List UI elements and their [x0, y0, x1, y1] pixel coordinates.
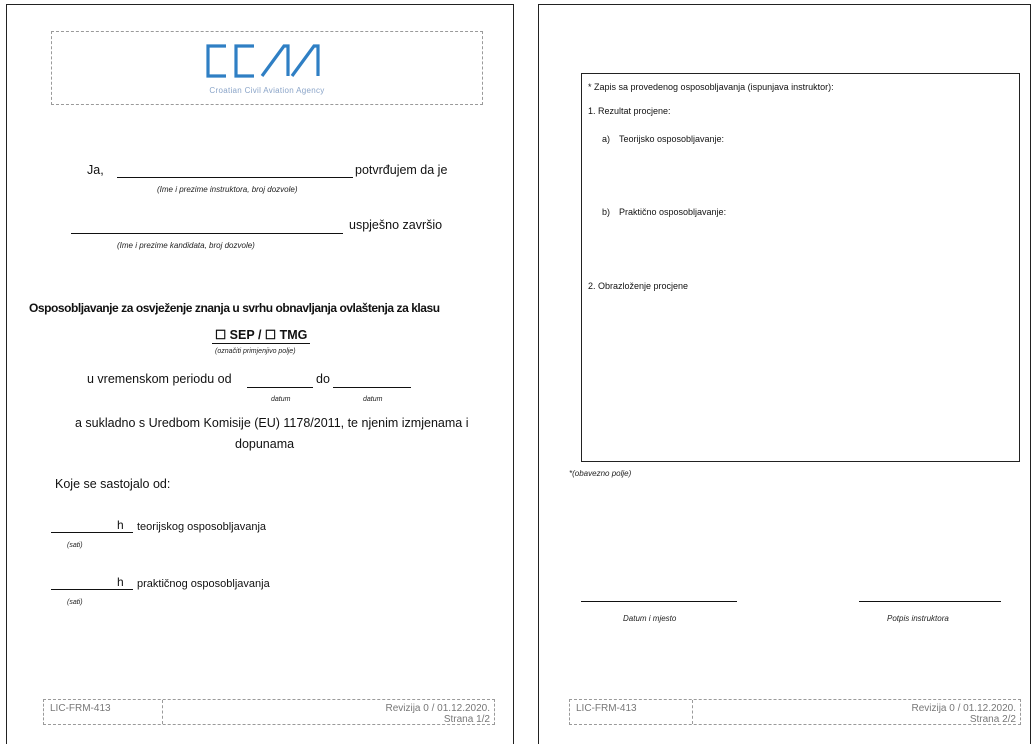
practical-hours-unit: h: [117, 575, 124, 589]
ccaa-logo-icon: [202, 40, 332, 80]
ja-label: Ja,: [87, 163, 104, 177]
confirm-label: potvrđujem da je: [355, 163, 448, 177]
signature-label: Potpis instruktora: [887, 614, 949, 623]
theory-label: teorijskog osposobljavanja: [137, 521, 267, 533]
page-number: Strana 2/2: [969, 714, 1016, 725]
period-to: do: [316, 372, 330, 386]
theory-result-label: a) Teorijsko osposobljavanje:: [602, 134, 725, 144]
practical-hours-hint: (sati): [67, 599, 83, 606]
form-code: LIC-FRM-413: [576, 703, 637, 714]
instructor-name-line: [117, 177, 353, 178]
candidate-hint: (Ime i prezime kandidata, broj dozvole): [117, 241, 255, 250]
completed-label: uspješno završio: [349, 218, 443, 232]
date-place-label: Datum i mjesto: [623, 614, 677, 623]
header-logo-box: [51, 31, 483, 105]
signature-line[interactable]: [859, 601, 1001, 602]
period-prefix: u vremenskom periodu od: [87, 372, 232, 386]
practical-hours-line[interactable]: [51, 589, 133, 590]
consisted-of-label: Koje se sastojalo od:: [55, 477, 171, 491]
date-from-line[interactable]: [247, 387, 313, 388]
page-2-footer: [569, 699, 1021, 725]
practical-result-label: b) Praktično osposobljavanje:: [602, 207, 727, 217]
revision-text: Revizija 0 / 01.12.2020.: [911, 703, 1016, 714]
page-1-footer: [43, 699, 495, 725]
instructor-record-box[interactable]: [581, 73, 1020, 462]
class-hint: (označiti primjenjivo polje): [215, 348, 296, 355]
justification-heading: 2. Obrazloženje procjene: [588, 281, 689, 291]
theory-hours-hint: (sati): [67, 542, 83, 549]
form-page-2: [538, 4, 1031, 744]
regulation-line-1: a sukladno s Uredbom Komisije (EU) 1178/2011, te njenim izmjenama i: [75, 416, 469, 430]
mandatory-note: *(obavezno polje): [569, 469, 632, 478]
training-heading: Osposobljavanje za osvježenje znanja u svrhu obnavljanja ovlaštenja za klasu: [29, 301, 440, 315]
practical-label: praktičnog osposobljavanja: [137, 578, 270, 590]
class-options[interactable]: ☐ SEP / ☐ TMG: [212, 327, 310, 344]
form-page-1: [6, 4, 514, 744]
date-to-hint: datum: [363, 396, 383, 403]
date-to-line[interactable]: [333, 387, 411, 388]
date-place-line[interactable]: [581, 601, 737, 602]
theory-hours-line[interactable]: [51, 532, 133, 533]
result-heading: 1. Rezultat procjene:: [588, 106, 671, 116]
record-title: * Zapis sa provedenog osposobljavanja (ispunjava instruktor):: [588, 82, 834, 92]
candidate-name-line: [71, 233, 343, 234]
page-number: Strana 1/2: [443, 714, 490, 725]
regulation-line-2: dopunama: [235, 437, 295, 451]
instructor-hint: (Ime i prezime instruktora, broj dozvole): [157, 185, 298, 194]
logo-subtitle: Croatian Civil Aviation Agency: [209, 86, 325, 95]
form-code: LIC-FRM-413: [50, 703, 111, 714]
revision-text: Revizija 0 / 01.12.2020.: [385, 703, 490, 714]
theory-hours-unit: h: [117, 518, 124, 532]
date-from-hint: datum: [271, 396, 291, 403]
